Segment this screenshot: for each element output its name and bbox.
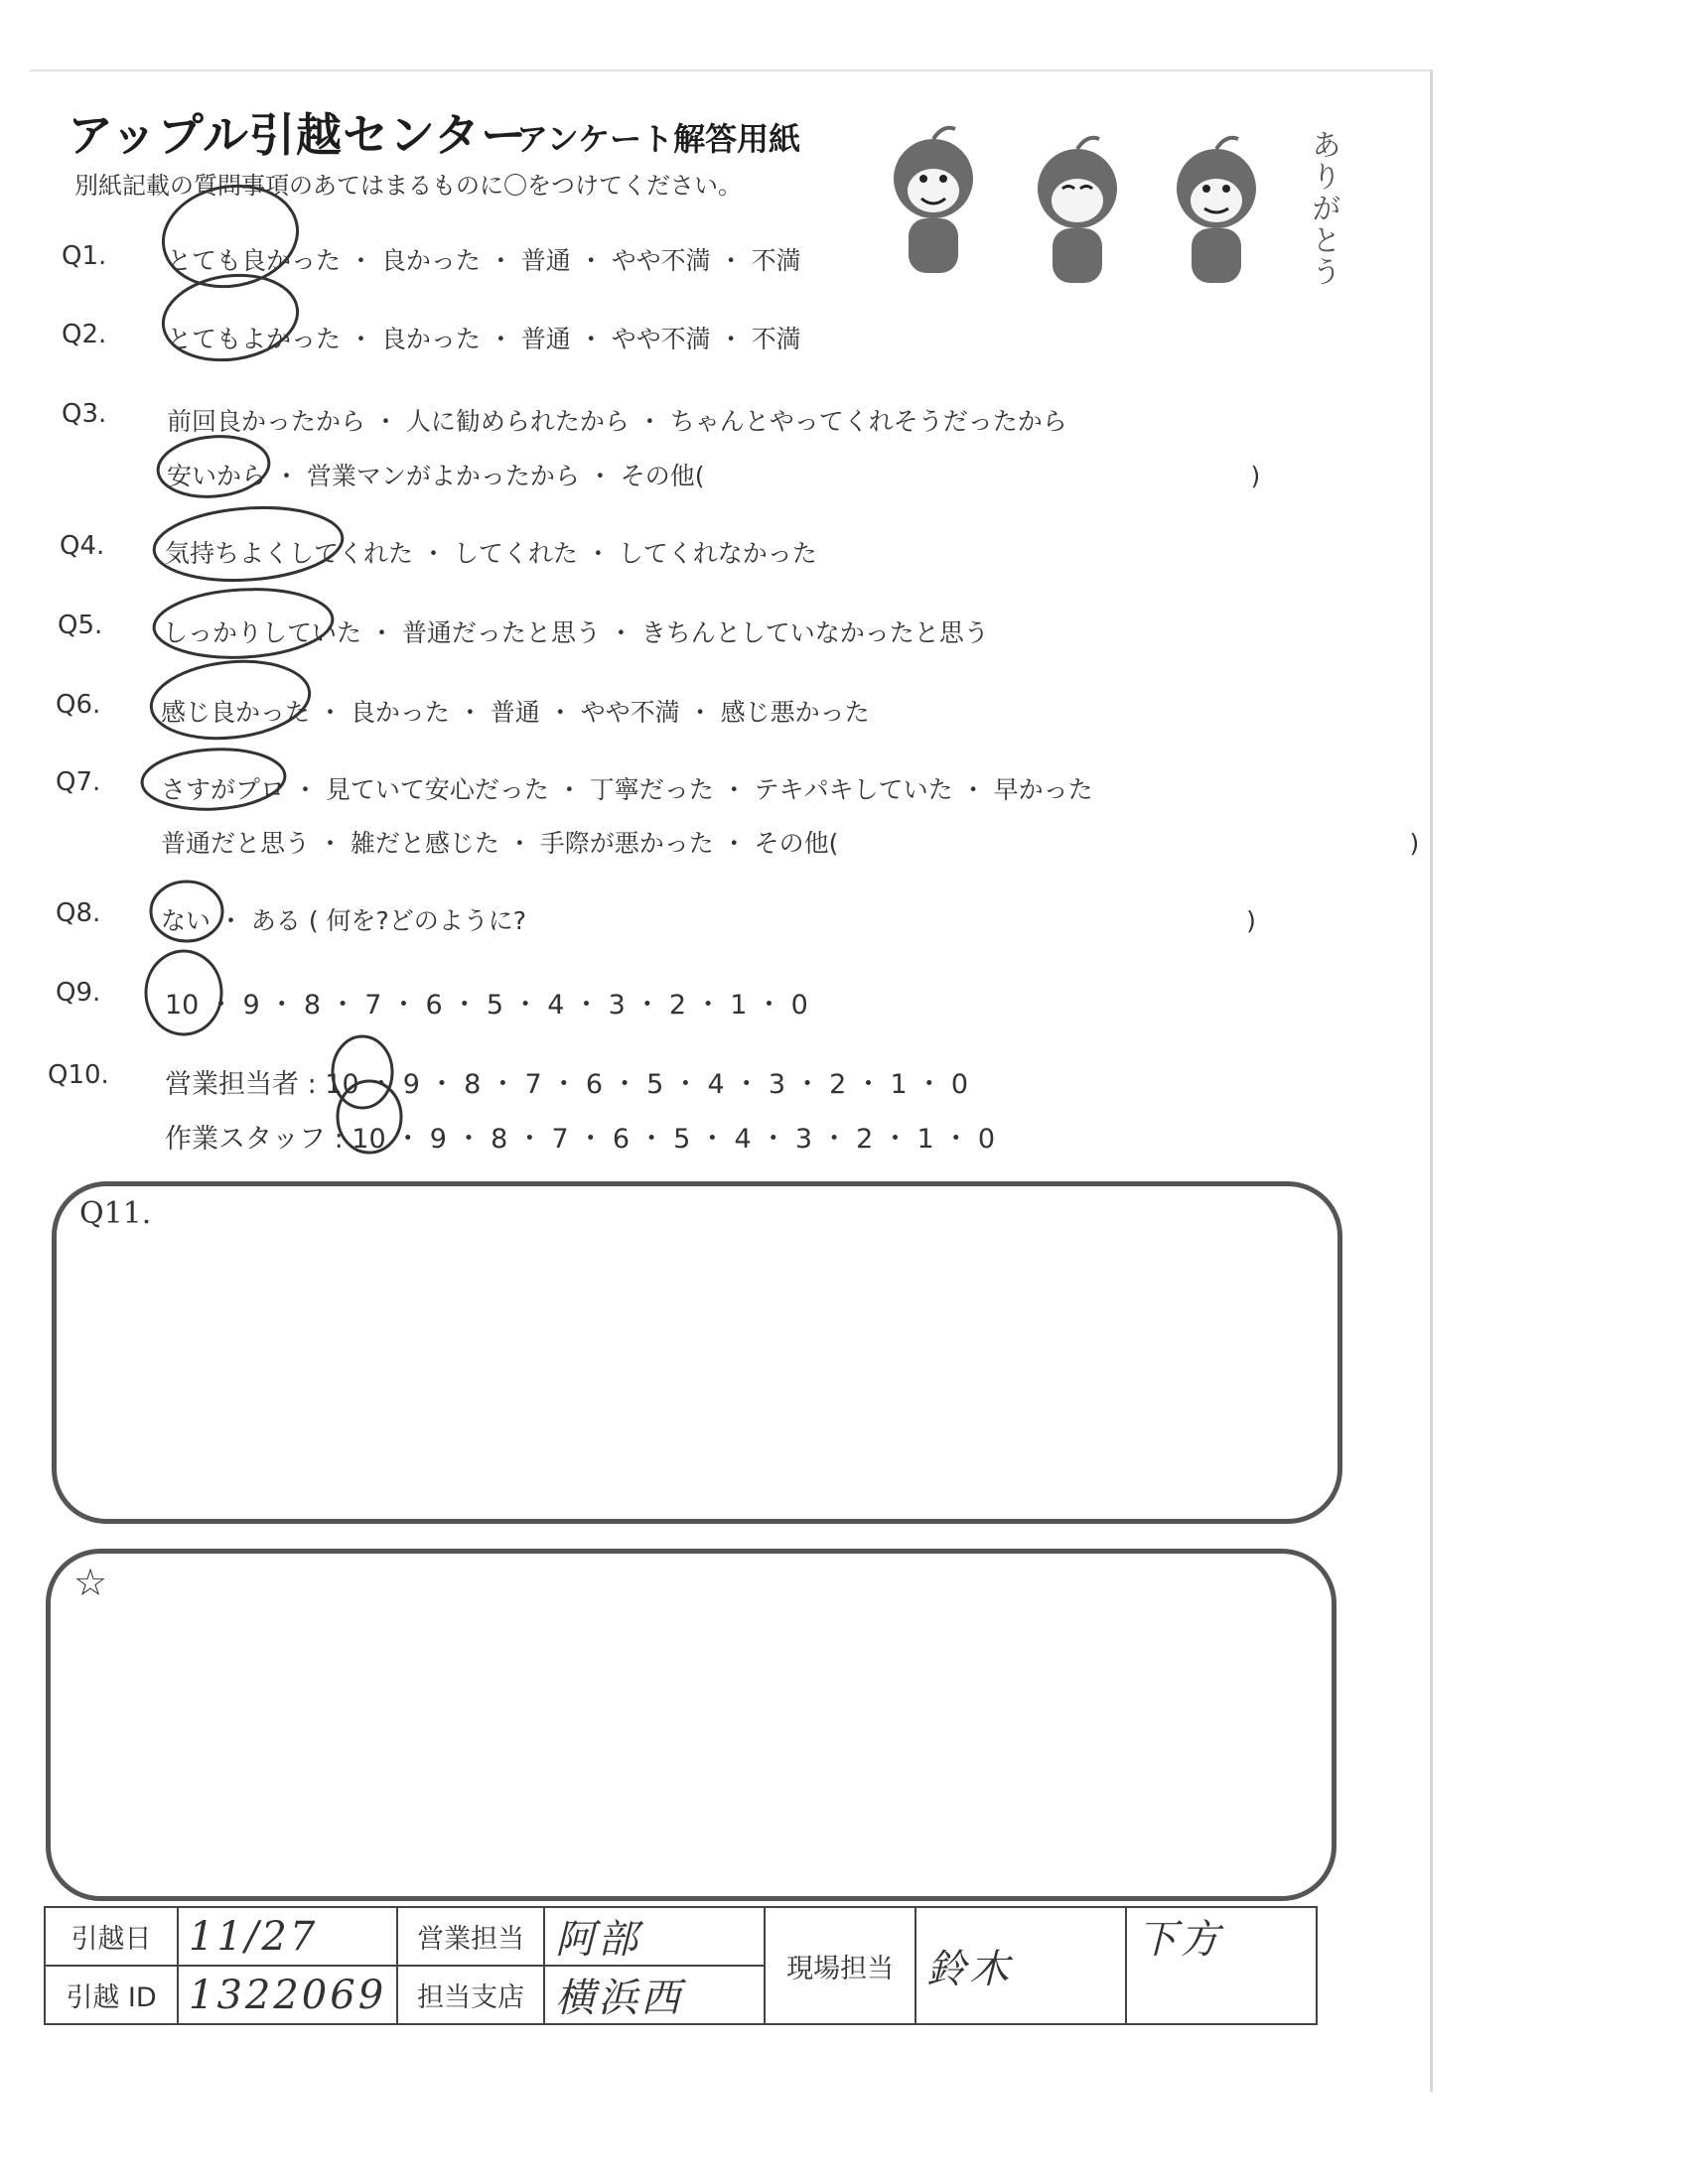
q11-box-label: Q11. [79,1196,152,1231]
instruction-text: 別紙記載の質問事項のあてはまるものに〇をつけてください。 [74,172,742,200]
q3-options-line2: 安いから ・ 営業マンがよかったから ・ その他( ) [167,462,1261,490]
q6-label: Q6. [56,690,101,720]
q6-options: 感じ良かった ・ 良かった ・ 普通 ・ やや不満 ・ 感じ悪かった [161,698,870,727]
q11-comment-box[interactable] [52,1181,1342,1524]
q5-label: Q5. [58,611,103,640]
move-date-value: 11/27 [178,1907,397,1966]
monkey-mascot-icon [894,128,973,273]
q9-label: Q9. [56,978,101,1008]
q9-scale: 10 ・ 9 ・ 8 ・ 7 ・ 6 ・ 5 ・ 4 ・ 3 ・ 2 ・ 1 ・ 0 [165,990,808,1021]
q10-sales-scale: 営業担当者 : 10 ・ 9 ・ 8 ・ 7 ・ 6 ・ 5 ・ 4 ・ 3 ・ 2 ・ 1 ・ 0 [165,1069,969,1100]
footer-info-table [44,1906,1318,2025]
site-staff-label: 現場担当 [765,1907,915,2024]
sales-rep-value: 阿部 [544,1907,765,1966]
q10-label: Q10. [48,1060,109,1090]
q8-options: ない ・ ある ( 何を?どのように? ) [161,906,1256,935]
q1-options: とても良かった ・ 良かった ・ 普通 ・ やや不満 ・ 不満 [167,246,801,275]
monkey-mascot-icon [1038,138,1117,283]
q2-options: とてもよかった ・ 良かった ・ 普通 ・ やや不満 ・ 不満 [167,325,801,353]
q7-options-line2: 普通だと思う ・ 雑だと感じた ・ 手際が悪かった ・ その他( ) [161,829,1420,858]
q7-options-line1: さすがプロ ・ 見ていて安心だった ・ 丁寧だった ・ テキパキしていた ・ 早かった [161,775,1093,804]
site-staff-value-1: 鈴木 [915,1907,1126,2024]
thanks-text: ありがとう [1306,129,1340,288]
q1-label: Q1. [62,241,107,271]
site-staff-value-2: 下方 [1126,1907,1317,2024]
move-id-value: 1322069 [178,1966,397,2024]
monkey-mascot-illustration [874,119,1331,298]
move-id-label: 引越 ID [45,1966,178,2024]
branch-label: 担当支店 [397,1966,544,2024]
q4-label: Q4. [60,531,105,561]
q2-label: Q2. [62,320,107,349]
star-box-label: ☆ [73,1561,108,1604]
q3-options-line1: 前回良かったから ・ 人に勧められたから ・ ちゃんとやってくれそうだったから [167,407,1067,436]
star-comment-box[interactable] [46,1549,1336,1901]
q5-options: しっかりしていた ・ 普通だったと思う ・ きちんとしていなかったと思う [163,618,989,647]
q7-label: Q7. [56,767,101,797]
monkey-mascot-icon [1177,138,1256,283]
q8-label: Q8. [56,898,101,928]
q10-staff-scale: 作業スタッフ : 10 ・ 9 ・ 8 ・ 7 ・ 6 ・ 5 ・ 4 ・ 3 ・ 2 ・ 1 ・ 0 [165,1124,996,1155]
sales-rep-label: 営業担当 [397,1907,544,1966]
brand-title: アップル引越センター [68,108,528,162]
branch-value: 横浜西 [544,1966,765,2024]
q4-options: 気持ちよくしてくれた ・ してくれた ・ してくれなかった [165,539,817,568]
form-subtitle: アンケート解答用紙 [516,120,801,158]
move-date-label: 引越日 [45,1907,178,1966]
q3-label: Q3. [62,399,107,429]
